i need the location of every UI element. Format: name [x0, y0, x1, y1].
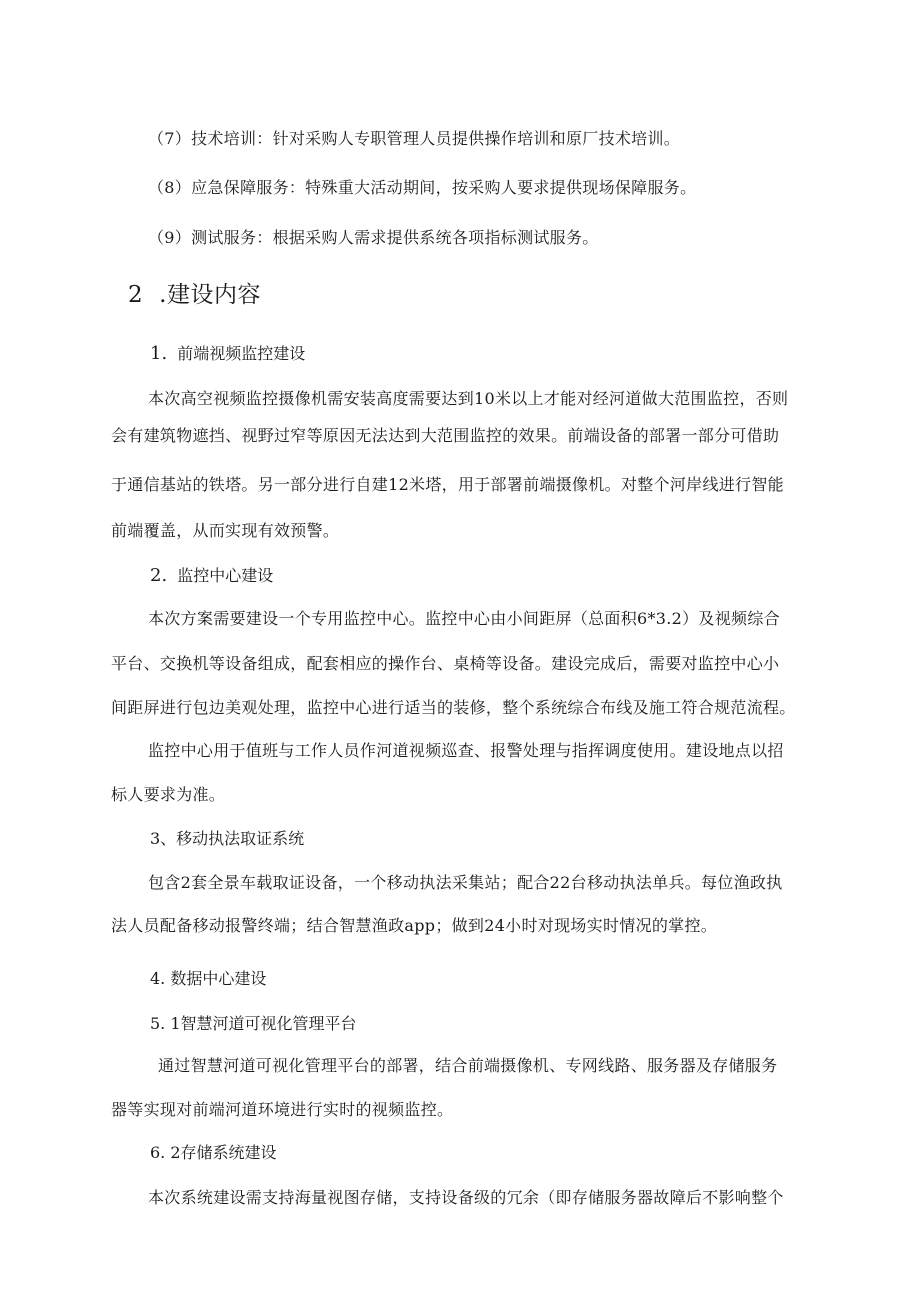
service-item-7: （7）技术培训：针对采购人专职管理人员提供操作培训和原厂技术培训。 [148, 129, 681, 148]
subsection-heading-2 [150, 565, 273, 587]
section-heading-2 [128, 280, 261, 310]
service-item-8: （8）应急保障服务：特殊重大活动期间，按采购人要求提供现场保障服务。 [148, 178, 697, 197]
subsection-title: 监控中心建设 [177, 566, 274, 585]
paragraph-line: 法人员配备移动报警终端；结合智慧渔政app；做到24小时对现场实时情况的掌控。 [111, 916, 718, 935]
subsection-heading-4: 4. 数据中心建设 [150, 969, 267, 988]
subsection-heading-1 [150, 343, 305, 365]
paragraph-line: 于通信基站的铁塔。另一部分进行自建12米塔，用于部署前端摄像机。对整个河岸线进行智能 [111, 475, 784, 494]
paragraph-line: 会有建筑物遮挡、视野过窄等原因无法达到大范围监控的效果。前端设备的部署一部分可借助 [111, 426, 780, 445]
paragraph-line: 器等实现对前端河道环境进行实时的视频监控。 [111, 1100, 454, 1119]
paragraph-line: 平台、交换机等设备组成，配套相应的操作台、桌椅等设备。建设完成后，需要对监控中心小 [111, 654, 780, 673]
paragraph-line: 包含2套全景车载取证设备，一个移动执法采集站；配合22台移动执法单兵。每位渔政执 [148, 873, 783, 892]
subsection-title: 前端视频监控建设 [177, 344, 306, 363]
paragraph-line: 监控中心用于值班与工作人员作河道视频巡查、报警处理与指挥调度使用。建设地点以招 [148, 741, 784, 760]
section-title: .建设内容 [159, 282, 261, 308]
section-number: 2 [128, 282, 144, 308]
paragraph-line: 标人要求为准。 [111, 785, 226, 804]
paragraph-line: 前端覆盖，从而实现有效预警。 [111, 521, 340, 540]
subsection-heading-6: 6. 2存储系统建设 [150, 1143, 277, 1162]
paragraph-line: 通过智慧河道可视化管理平台的部署，结合前端摄像机、专网线路、服务器及存储服务 [158, 1056, 778, 1075]
service-item-9: （9）测试服务：根据采购人需求提供系统各项指标测试服务。 [148, 228, 599, 247]
paragraph-line: 本次高空视频监控摄像机需安装高度需要达到10米以上才能对经河道做大范围监控，否则 [148, 389, 789, 408]
subsection-number: 2. [150, 565, 168, 586]
paragraph-line: 本次系统建设需支持海量视图存储，支持设备级的冗余（即存储服务器故障后不影响整个 [148, 1188, 784, 1207]
subsection-heading-3: 3、移动执法取证系统 [150, 829, 305, 848]
subsection-number: 1. [150, 343, 168, 364]
paragraph-line: 间距屏进行包边美观处理，监控中心进行适当的装修，整个系统综合布线及施工符合规范流程。 [111, 698, 796, 717]
subsection-heading-5: 5. 1智慧河道可视化管理平台 [150, 1014, 357, 1033]
paragraph-line: 本次方案需要建设一个专用监控中心。监控中心由小间距屏（总面积6*3.2）及视频综合 [148, 609, 780, 628]
